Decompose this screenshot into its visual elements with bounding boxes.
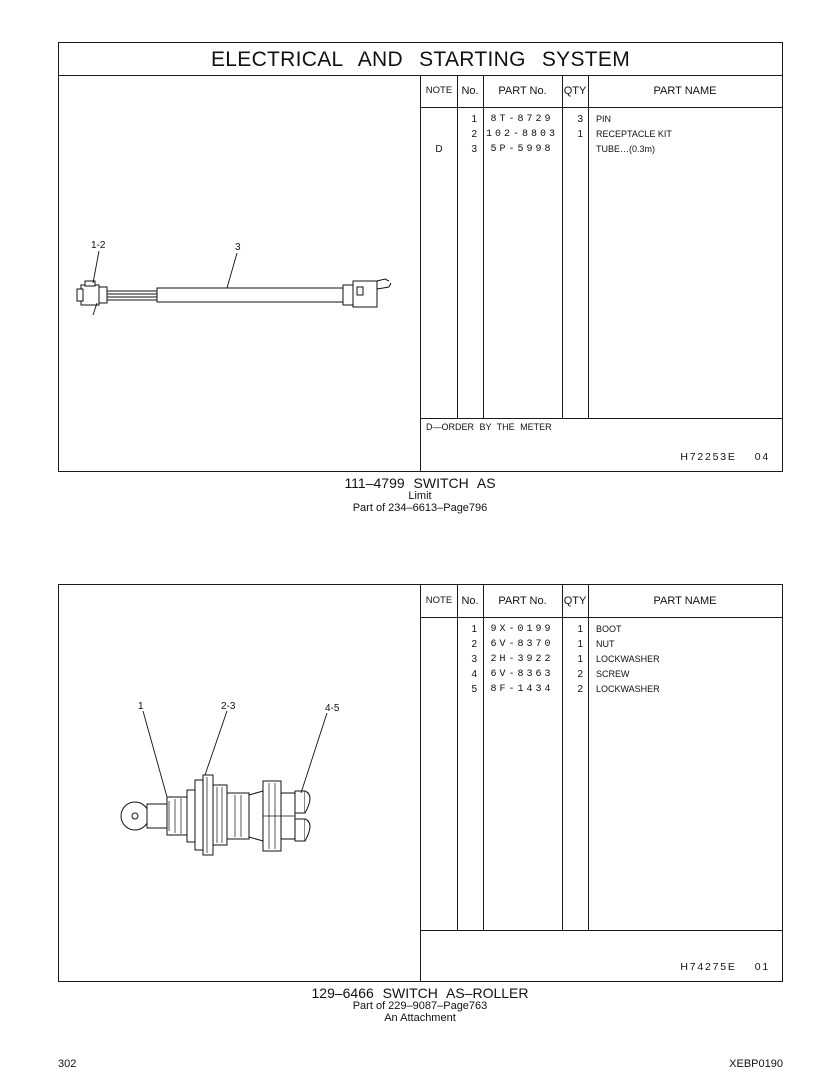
row-quantity: 2 xyxy=(577,684,583,695)
callout-1: 1 xyxy=(138,701,144,712)
document-code: XEBP0190 xyxy=(729,1058,783,1070)
table-row xyxy=(421,637,782,652)
row-number: 1 xyxy=(471,114,477,125)
table-row xyxy=(421,667,782,682)
limit-switch-harness-illustration xyxy=(59,75,419,471)
illustration-code xyxy=(680,451,770,463)
illustration-code xyxy=(680,961,770,973)
row-note: D xyxy=(435,144,443,155)
parts-section-1 xyxy=(58,42,783,472)
row-part-number: 9X-0199 xyxy=(490,624,554,635)
illustration-code-number: H72253E xyxy=(680,451,737,463)
row-number: 5 xyxy=(471,684,477,695)
row-quantity: 1 xyxy=(577,129,583,140)
parts-rows xyxy=(421,622,782,697)
row-part-name: RECEPTACLE KIT xyxy=(596,129,672,139)
illustration-code-number: H74275E xyxy=(680,961,737,973)
row-part-number: 8F-1434 xyxy=(490,684,554,695)
row-quantity: 1 xyxy=(577,639,583,650)
table-header xyxy=(421,75,782,108)
caption-reference: Part of 234–6613–Page796 xyxy=(352,502,488,514)
parts-rows xyxy=(421,112,782,157)
table-row xyxy=(421,682,782,697)
table-row xyxy=(421,622,782,637)
caption-subtitle: An Attachment xyxy=(384,1012,456,1024)
row-part-number: 5P-5998 xyxy=(490,144,554,155)
section-title: ELECTRICAL AND STARTING SYSTEM xyxy=(59,43,782,76)
header-part-no: PART No. xyxy=(498,85,547,97)
row-part-name: BOOT xyxy=(596,624,622,634)
table-header xyxy=(421,585,782,618)
row-part-name: NUT xyxy=(596,639,615,649)
row-number: 3 xyxy=(471,654,477,665)
row-number: 3 xyxy=(471,144,477,155)
row-number: 1 xyxy=(471,624,477,635)
parts-table-2 xyxy=(421,585,782,931)
illustration-revision: 01 xyxy=(754,961,770,973)
callout-1-2: 1-2 xyxy=(91,240,106,251)
header-qty: QTY xyxy=(563,595,587,607)
row-part-number: 102-8803 xyxy=(485,129,558,140)
row-number: 2 xyxy=(471,129,477,140)
header-part-no: PART No. xyxy=(498,595,547,607)
order-footnote: D—ORDER BY THE METER xyxy=(426,422,552,432)
row-number: 4 xyxy=(471,669,477,680)
row-part-name: SCREW xyxy=(596,669,630,679)
row-part-name: LOCKWASHER xyxy=(596,684,660,694)
illustration-panel-1 xyxy=(59,75,421,471)
header-note: NOTE xyxy=(425,85,453,96)
header-no: No. xyxy=(461,85,479,97)
table-footer-1 xyxy=(421,418,782,471)
header-qty: QTY xyxy=(563,85,587,97)
callout-3: 3 xyxy=(235,242,241,253)
caption-reference: Part of 229–9087–Page763 xyxy=(352,1000,488,1012)
illustration-revision: 04 xyxy=(754,451,770,463)
callout-4-5: 4-5 xyxy=(325,703,340,714)
table-row xyxy=(421,652,782,667)
section-caption-1 xyxy=(0,476,840,514)
row-part-number: 2H-3922 xyxy=(490,654,554,665)
row-number: 2 xyxy=(471,639,477,650)
row-part-number: 6V-8370 xyxy=(490,639,554,650)
caption-title: 111–4799 SWITCH AS xyxy=(344,475,496,491)
row-part-name: TUBE…(0.3m) xyxy=(596,144,656,154)
row-part-name: PIN xyxy=(596,114,612,124)
header-part-name: PART NAME xyxy=(653,85,717,97)
table-row xyxy=(421,142,782,157)
header-note: NOTE xyxy=(425,595,453,606)
row-quantity: 1 xyxy=(577,654,583,665)
header-no: No. xyxy=(461,595,479,607)
roller-switch-illustration xyxy=(59,585,419,981)
header-part-name: PART NAME xyxy=(653,595,717,607)
callout-2-3: 2-3 xyxy=(221,701,236,712)
page-number: 302 xyxy=(58,1058,77,1070)
section-caption-2 xyxy=(0,986,840,1024)
table-footer-2 xyxy=(421,930,782,981)
row-quantity: 2 xyxy=(577,669,583,680)
row-part-number: 6V-8363 xyxy=(490,669,554,680)
row-quantity: 1 xyxy=(577,624,583,635)
illustration-panel-2 xyxy=(59,585,421,981)
caption-title: 129–6466 SWITCH AS–ROLLER xyxy=(311,985,529,1001)
row-part-number: 8T-8729 xyxy=(490,114,554,125)
row-part-name: LOCKWASHER xyxy=(596,654,660,664)
row-quantity: 3 xyxy=(577,114,583,125)
table-row xyxy=(421,127,782,142)
table-row xyxy=(421,112,782,127)
parts-section-2 xyxy=(58,584,783,982)
caption-subtitle: Limit xyxy=(408,490,432,502)
parts-table-1 xyxy=(421,75,782,419)
